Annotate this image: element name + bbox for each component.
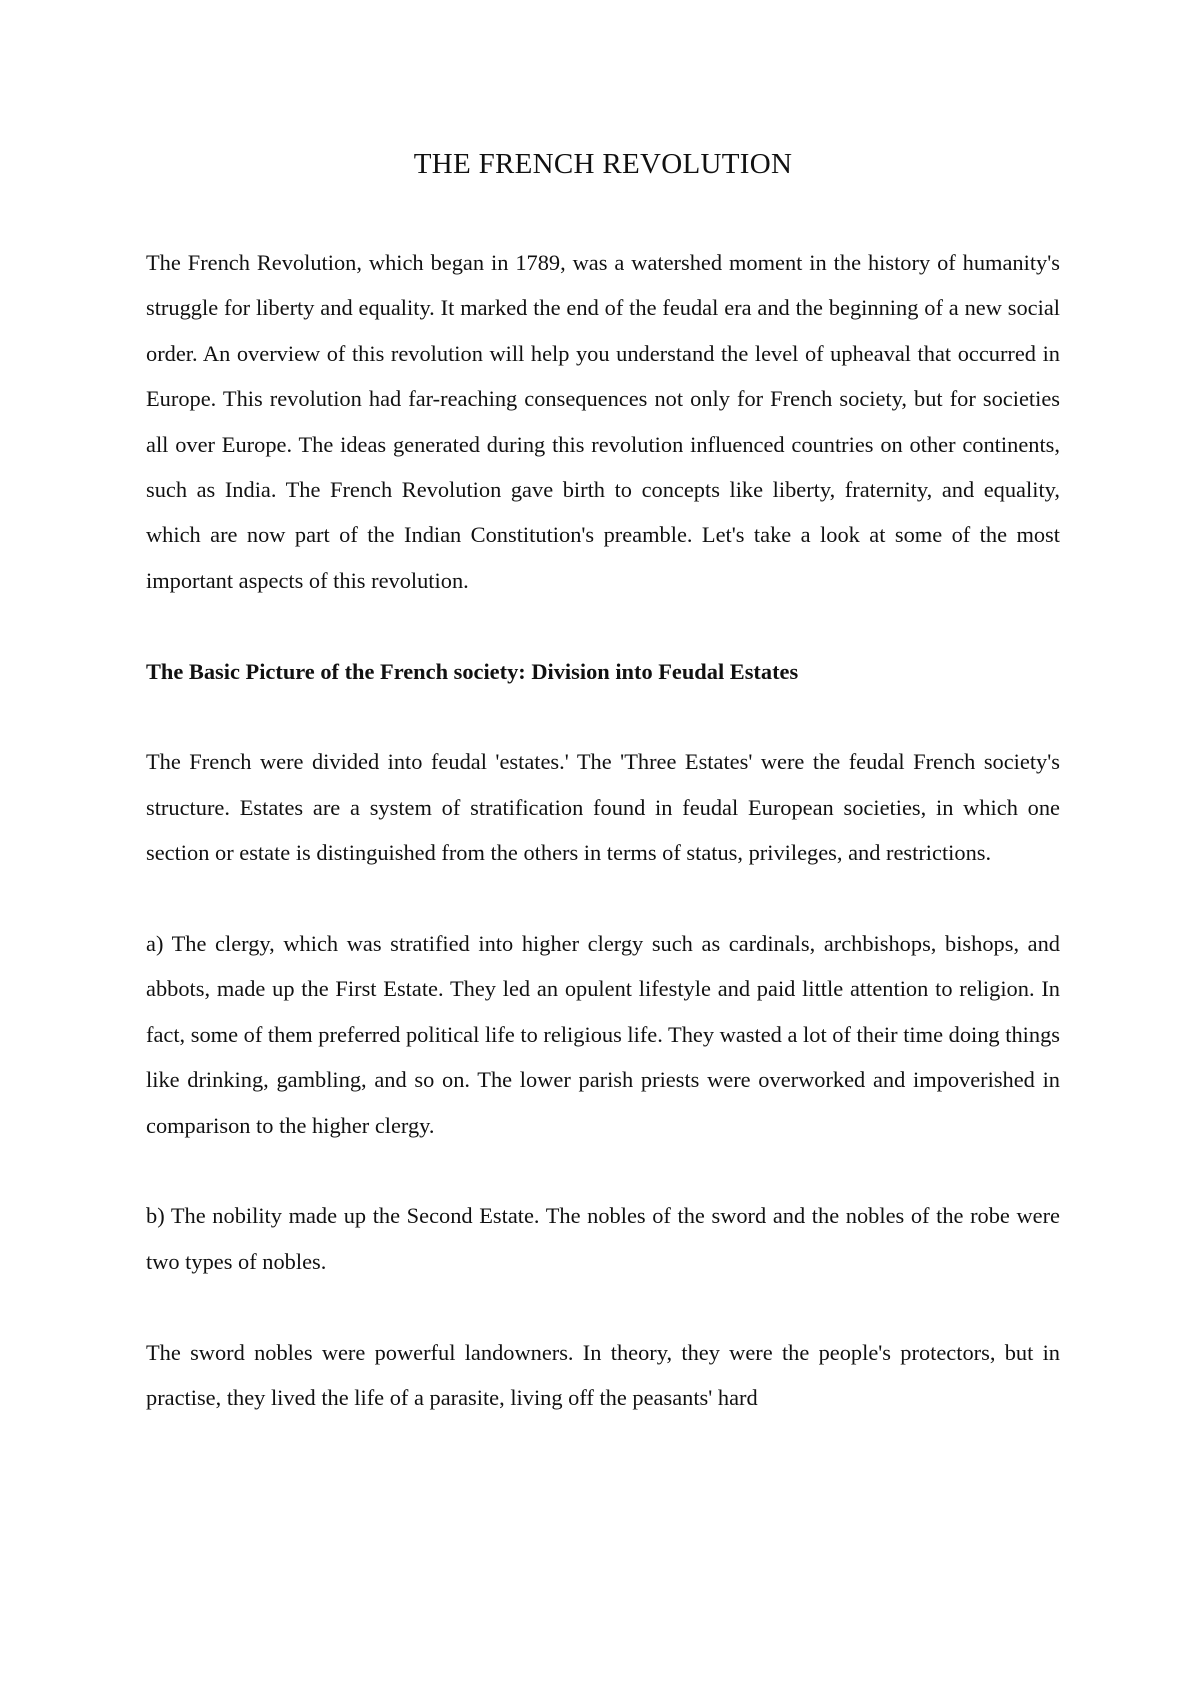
clergy-paragraph: a) The clergy, which was stratified into higher clergy such as cardinals, archbishops, bishops, and abbots, made up the First Estate. They led an opulent lifestyle and paid little attention to religion. In fact, some of them preferred political life to religious life. They wasted a lot of their time doing things like drinking, gambling, and so on. The lower parish priests were overworked and impoverished in comparison to the higher clergy. xyxy=(146,931,1060,1138)
nobility-paragraph: b) The nobility made up the Second Estate. The nobles of the sword and the nobles of the robe were two types of nobles. xyxy=(146,1203,1060,1274)
intro-paragraph: The French Revolution, which began in 1789, was a watershed moment in the history of humanity's struggle for liberty and equality. It marked the end of the feudal era and the beginning of a new social order. An overview of this revolution will help you understand the level of upheaval that occurred in Europe. This revolution had far-reaching consequences not only for French society, but for societies all over Europe. The ideas generated during this revolution influenced countries on other continents, such as India. The French Revolution gave birth to concepts like liberty, fraternity, and equality, which are now part of the Indian Constitution's preamble. Let's take a look at some of the most important aspects of this revolution. xyxy=(146,250,1060,593)
estates-paragraph: The French were divided into feudal 'estates.' The 'Three Estates' were the feudal French society's structure. Estates are a system of stratification found in feudal European societies, in which one section or estate is distinguished from the others in terms of status, privileges, and restrictions. xyxy=(146,749,1060,866)
sword-nobles-paragraph: The sword nobles were powerful landowners. In theory, they were the people's protectors, but in practise, they lived the life of a parasite, living off the peasants' hard xyxy=(146,1339,1060,1411)
document-title: THE FRENCH REVOLUTION xyxy=(413,148,793,180)
document-page xyxy=(146,142,1060,1466)
section-heading: The Basic Picture of the French society: Division into Feudal Estates xyxy=(146,658,799,684)
